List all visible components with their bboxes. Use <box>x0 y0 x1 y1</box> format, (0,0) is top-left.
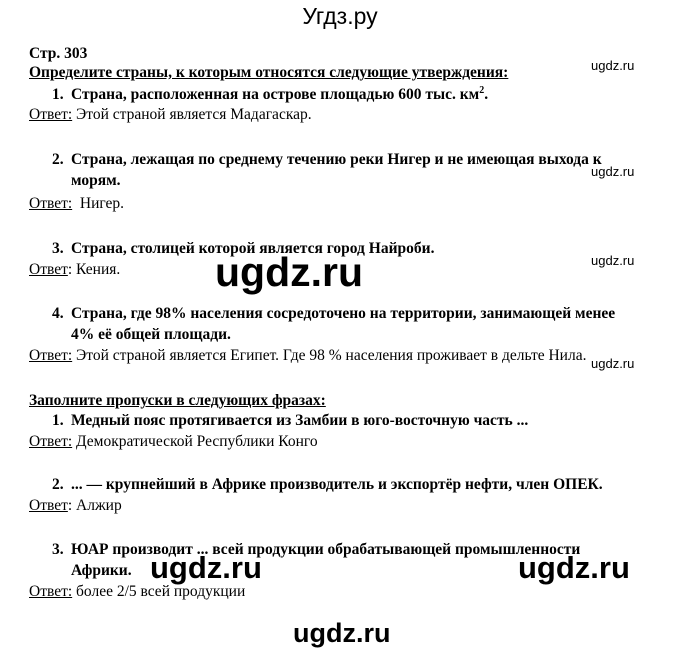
question-1-2-line2: морям. <box>71 172 121 189</box>
question-text: Страна, лежащая по среднему течению реки Нигер и не имеющая выхода к <box>71 151 602 168</box>
watermark-big: ugdz.ru <box>293 618 391 648</box>
answer-2-2 <box>29 497 122 515</box>
answer-1-4 <box>29 347 586 365</box>
site-title: Угдз.ру <box>302 3 378 29</box>
answer-text: более 2/5 всей продукции <box>72 583 246 600</box>
watermark-big: ugdz.ru <box>150 550 262 585</box>
question-number: 2. <box>52 151 64 168</box>
question-1-4-line2: 4% её общей площади. <box>71 326 231 343</box>
answer-label: Ответ: <box>29 106 73 123</box>
answer-text: Демократической Республики Конго <box>72 433 318 450</box>
watermark-small: ugdz.ru <box>591 356 635 371</box>
answer-text: Нигер. <box>72 195 125 212</box>
question-number: 2. <box>52 476 64 493</box>
question-text: Страна, расположенная на острове площадью 600 тыс. км <box>71 86 480 103</box>
page-label: Стр. 303 <box>29 45 88 62</box>
question-number: 1. <box>52 412 64 429</box>
question-number: 3. <box>52 240 64 257</box>
section1-heading: Определите страны, к которым относятся следующие утверждения: <box>29 64 509 81</box>
answer-label: Ответ: <box>29 583 73 600</box>
watermark-small: ugdz.ru <box>591 58 635 73</box>
section2-heading: Заполните пропуски в следующих фразах: <box>29 392 326 409</box>
question-text: ЮАР производит ... всей продукции обрабатывающей промышленности <box>71 541 581 558</box>
question-1-2 <box>52 151 602 169</box>
answer-label: Ответ: <box>29 347 73 364</box>
answer-label: Ответ: <box>29 433 73 450</box>
answer-text: : Кения. <box>67 261 121 278</box>
question-1-4 <box>52 305 615 323</box>
answer-text: Этой страной является Мадагаскар. <box>72 106 312 123</box>
question-1-1 <box>52 85 488 104</box>
question-number: 1. <box>52 86 64 103</box>
answer-1-1 <box>29 106 312 124</box>
watermark-big: ugdz.ru <box>518 550 630 585</box>
answer-label: Ответ <box>29 497 68 514</box>
answer-1-3 <box>29 261 120 279</box>
question-text: Страна, столицей которой является город Найроби. <box>71 240 435 257</box>
answer-label: Ответ: <box>29 195 73 212</box>
question-2-3-line2: Африки. <box>71 562 132 579</box>
answer-label: Ответ <box>29 261 68 278</box>
question-end: . <box>484 86 489 103</box>
answer-text: Этой страной является Египет. Где 98 % населения проживает в дельте Нила. <box>72 347 587 364</box>
watermark-big: ugdz.ru <box>215 249 364 295</box>
answer-1-2 <box>29 195 124 213</box>
question-text: Медный пояс протягивается из Замбии в юго-восточную часть ... <box>71 412 529 429</box>
question-text: ... — крупнейший в Африке производитель и экспортёр нефти, член ОПЕК. <box>71 476 603 493</box>
question-2-1 <box>52 412 528 430</box>
answer-text: : Алжир <box>67 497 122 514</box>
question-2-3 <box>52 541 580 559</box>
question-number: 4. <box>52 305 64 322</box>
question-2-2 <box>52 476 603 494</box>
superscript: 2 <box>479 85 485 96</box>
answer-2-1 <box>29 433 318 451</box>
watermark-small: ugdz.ru <box>591 164 635 179</box>
watermark-small: ugdz.ru <box>591 253 635 268</box>
question-number: 3. <box>52 541 64 558</box>
question-text: Страна, где 98% населения сосредоточено на территории, занимающей менее <box>71 305 616 322</box>
